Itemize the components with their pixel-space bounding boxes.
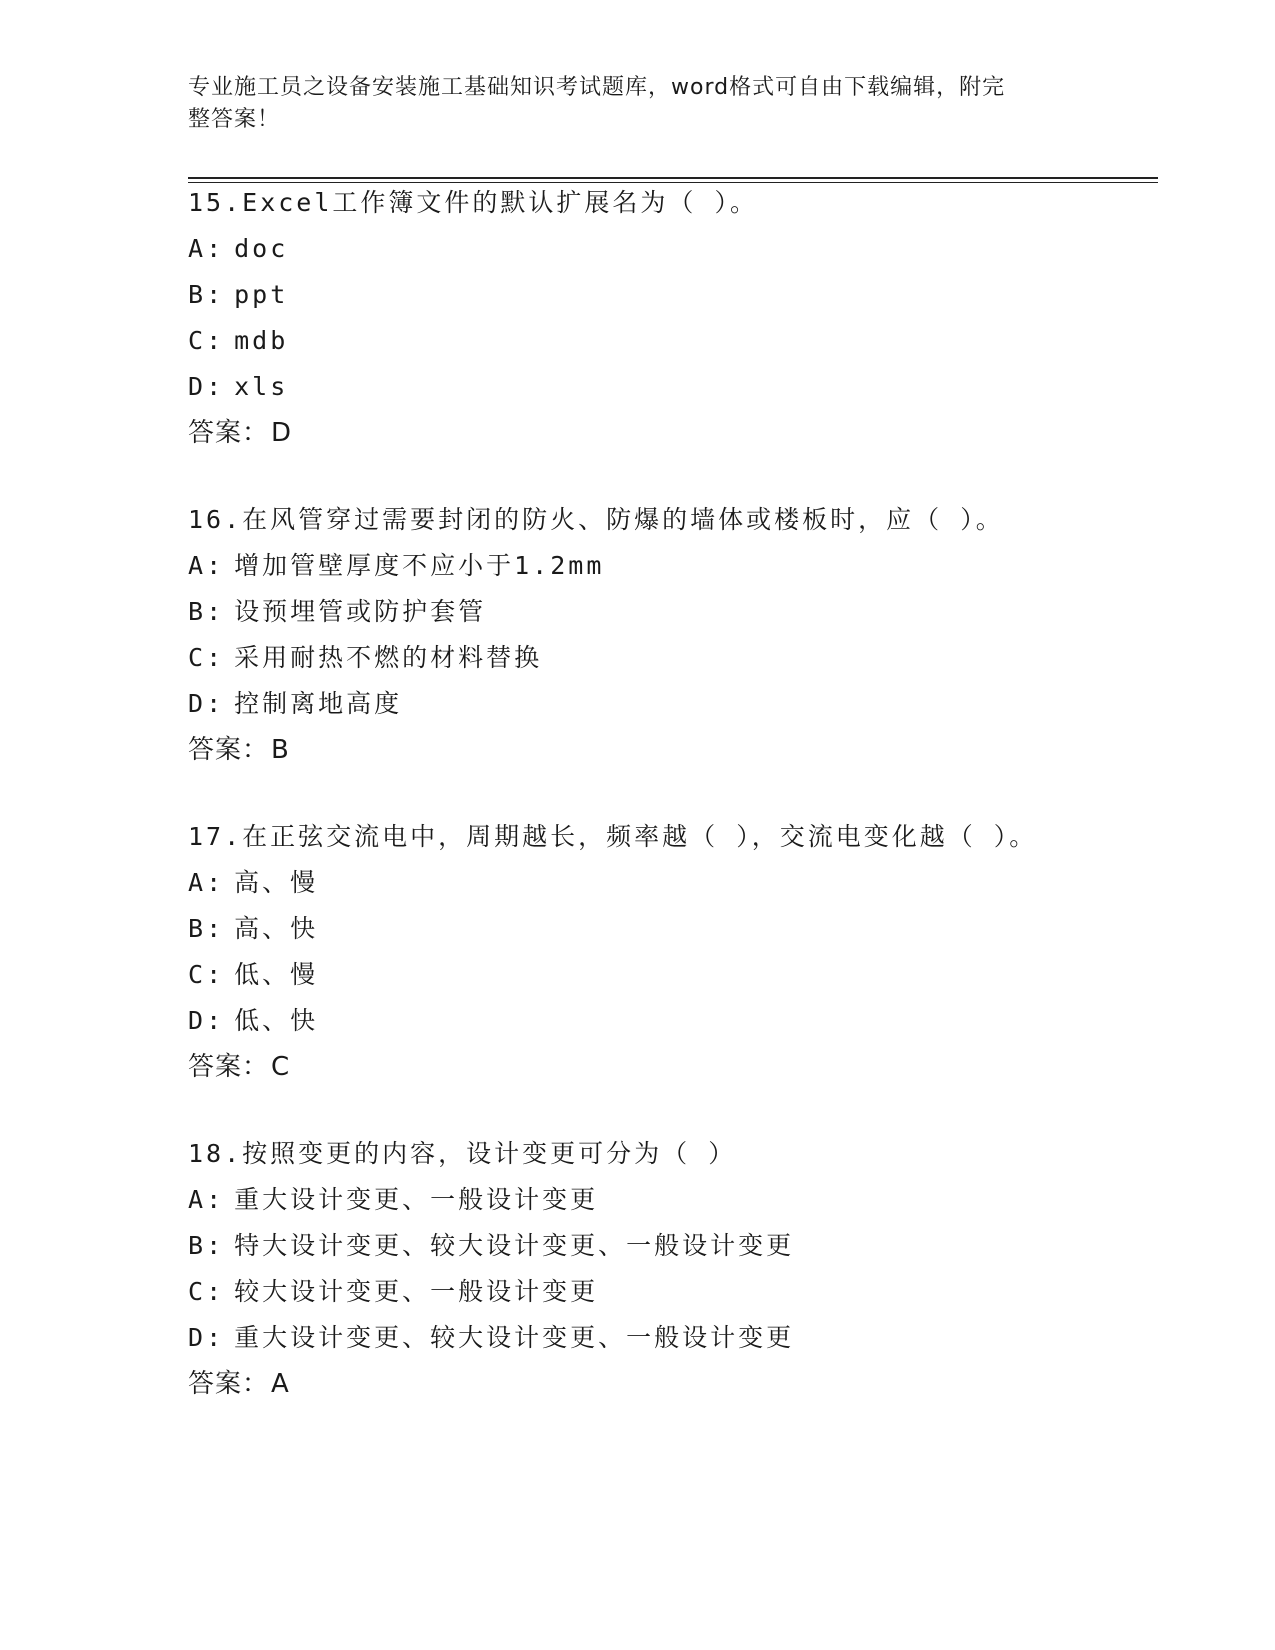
option-b [188,589,1148,635]
option-letter: B [188,280,207,309]
answer-value: D [271,418,293,448]
option-text: 特大设计变更、较大设计变更、一般设计变更 [234,1231,795,1260]
option-letter: D [188,1323,207,1352]
question-block [188,497,1148,773]
answer-value: B [271,735,290,765]
option-separator: : [206,643,225,672]
option-text: 低、慢 [234,960,319,989]
option-a [188,860,1148,906]
answer-line [188,727,1148,773]
answer-label: 答案： [188,418,270,448]
header-line-1: 专业施工员之设备安装施工基础知识考试题库，word格式可自由下载编辑，附完 [188,75,1006,100]
answer-line [188,1361,1148,1407]
question-block [188,1131,1148,1407]
answer-label: 答案： [188,1369,270,1399]
option-c [188,318,1148,364]
option-letter: D [188,689,207,718]
option-separator: : [206,1323,225,1352]
option-d [188,364,1148,410]
question-text: 17.在正弦交流电中，周期越长，频率越（ ），交流电变化越（ ）。 [188,822,1038,851]
header-line-2: 整答案！ [188,107,281,132]
option-a [188,543,1148,589]
option-separator: : [206,960,225,989]
question-text: 16.在风管穿过需要封闭的防火、防爆的墙体或楼板时，应（ ）。 [188,505,1004,534]
option-letter: D [188,1006,207,1035]
option-letter: C [188,643,207,672]
option-letter: B [188,914,207,943]
option-separator: : [206,1231,225,1260]
option-c [188,952,1148,998]
option-text: 重大设计变更、较大设计变更、一般设计变更 [234,1323,795,1352]
option-text: ppt [234,280,289,309]
option-separator: : [206,689,225,718]
option-a [188,1177,1148,1223]
option-separator: : [206,551,225,580]
option-text: 控制离地高度 [234,689,403,718]
option-letter: B [188,1231,207,1260]
option-separator: : [206,914,225,943]
answer-value: C [271,1052,291,1082]
option-letter: B [188,597,207,626]
answer-label: 答案： [188,1052,270,1082]
option-b [188,1223,1148,1269]
header-divider-thick [188,177,1158,179]
option-text: 采用耐热不燃的材料替换 [234,643,543,672]
option-letter: A [188,868,207,897]
option-text: 重大设计变更、一般设计变更 [234,1185,599,1214]
answer-label: 答案： [188,735,270,765]
option-separator: : [206,326,225,355]
answer-line [188,410,1148,456]
option-text: 较大设计变更、一般设计变更 [234,1277,599,1306]
option-text: mdb [234,326,289,355]
option-c [188,1269,1148,1315]
option-separator: : [206,1277,225,1306]
option-letter: A [188,234,207,263]
option-text: 低、快 [234,1006,319,1035]
question-block [188,814,1148,1090]
option-text: 高、快 [234,914,319,943]
option-text: 高、慢 [234,868,319,897]
answer-line [188,1044,1148,1090]
option-separator: : [206,1006,225,1035]
option-separator: : [206,1185,225,1214]
option-a [188,226,1148,272]
option-separator: : [206,868,225,897]
option-c [188,635,1148,681]
option-letter: A [188,1185,207,1214]
question-block [188,180,1148,456]
option-d [188,1315,1148,1361]
answer-value: A [271,1369,290,1399]
option-text: 增加管壁厚度不应小于1.2mm [234,551,605,580]
document-header [188,72,1088,136]
option-d [188,998,1148,1044]
option-letter: A [188,551,207,580]
option-b [188,272,1148,318]
question-text: 15.Excel工作簿文件的默认扩展名为（ ）。 [188,188,758,217]
option-text: xls [234,372,289,401]
option-letter: C [188,1277,207,1306]
option-separator: : [206,372,225,401]
option-letter: C [188,960,207,989]
option-separator: : [206,234,225,263]
option-b [188,906,1148,952]
option-text: 设预埋管或防护套管 [234,597,487,626]
option-d [188,681,1148,727]
option-text: doc [234,234,289,263]
option-separator: : [206,280,225,309]
option-separator: : [206,597,225,626]
question-text: 18.按照变更的内容，设计变更可分为（ ） [188,1139,737,1168]
option-letter: C [188,326,207,355]
option-letter: D [188,372,207,401]
